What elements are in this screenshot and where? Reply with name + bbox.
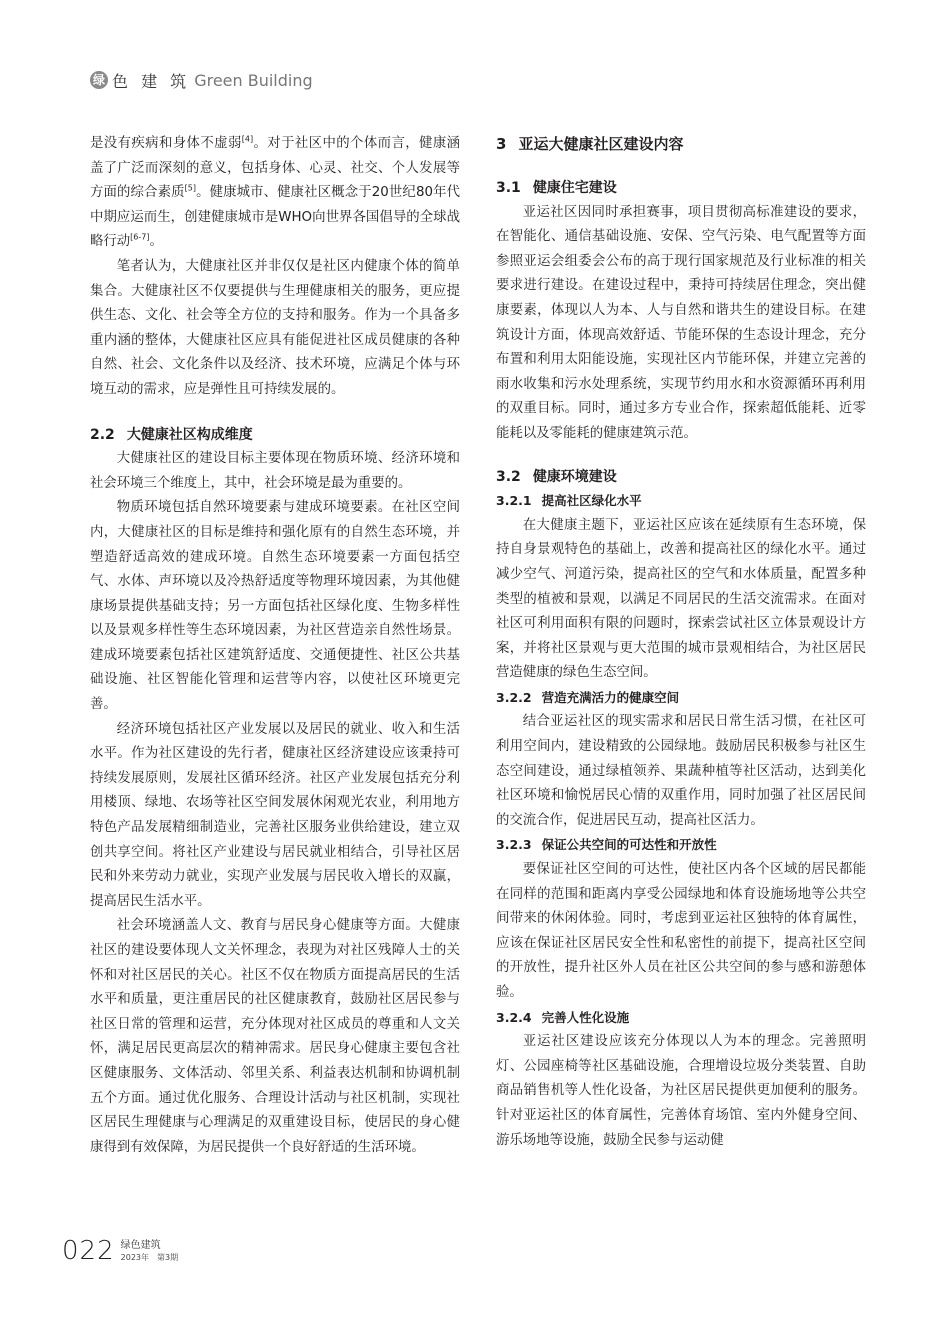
section-heading-3-2-1: 3.2.1 提高社区绿化水平 bbox=[496, 493, 642, 509]
page-footer bbox=[62, 1238, 178, 1264]
paragraph: 物质环境包括自然环境要素与建成环境要素。在社区空间内，大健康社区的目标是维持和强化原有的自然生态环境，并塑造舒适高效的建成环境。自然生态环境要素一方面包括空气、水体、声环境以及冷热舒适度等物理环境因素，为其他健康场景提供基础支持；另一方面包括社区绿化度、生物多样性以及景观多样性等生态环境因素，为社区营造亲自然性场景。建成环境要素包括社区建筑舒适度、交通便捷性、社区公共基础设施、社区智能化管理和运营等内容，以使社区环境更完善。 bbox=[90, 500, 460, 713]
journal-name-cn: 色 建 筑 bbox=[112, 71, 191, 91]
footer-journal-info bbox=[121, 1240, 178, 1264]
section-heading-3-2-4: 3.2.4 完善人性化设施 bbox=[496, 1009, 630, 1025]
paragraph: 社会环境涵盖人文、教育与居民身心健康等方面。大健康社区的建设要体现人文关怀理念，表现为对社区残障人士的关怀和对社区居民的关心。社区不仅在物质方面提高居民的生活水平和质量，更注重居民的社区健康教育，鼓励社区居民参与社区日常的管理和运营，充分体现对社区成员的尊重和人文关怀，满足居民更高层次的精神需求。居民身心健康主要包含社区健康服务、文体活动、邻里关系、利益表达机制和协调机制五个方面。通过优化服务、合理设计活动与社区机制，实现社区居民生理健康与心理满足的双重建设目标，使居民的身心健康得到有效保障，为居民提供一个良好舒适的生活环境。 bbox=[90, 918, 460, 1155]
footer-journal-name: 绿色建筑 bbox=[120, 1240, 161, 1251]
citation: [4] bbox=[241, 134, 254, 144]
section-heading-3-2-3: 3.2.3 保证公共空间的可达性和开放性 bbox=[496, 837, 717, 853]
section-heading-3-2-2: 3.2.2 营造充满活力的健康空间 bbox=[496, 689, 680, 705]
footer-issue: 2023年 第3期 bbox=[120, 1253, 179, 1262]
paragraph: 经济环境包括社区产业发展以及居民的就业、收入和生活水平。作为社区建设的先行者，健康社区经济建设应该秉持可持续发展原则，发展社区循环经济。社区产业发展包括充分利用楼顶、绿地、农场等社区空间发展休闲观光农业，利用地方特色产品发展精细制造业，完善社区服务业供给建设，建立双创共享空间。将社区产业建设与居民就业相结合，引导社区居民和外来劳动力就业，实现产业发展与居民收入增长的双赢，提高居民生活水平。 bbox=[90, 721, 460, 909]
citation: [5] bbox=[184, 183, 196, 193]
paragraph: 要保证社区空间的可达性，使社区内各个区域的居民都能在同样的范围和距离内享受公园绿地和体育设施场地等公共空间带来的休闲体验。同时，考虑到亚运社区独特的体育属性，应该在保证社区居民安全性和私密性的前提下，提高社区空间的开放性，提升社区外人员在社区公共空间的参与感和游憩体验。 bbox=[496, 862, 866, 1000]
paragraph: 是没有疾病和身体不虚弱[4]。对于社区中的个体而言，健康涵盖了广泛而深刻的意义，包括身体、心灵、社交、个人发展等方面的综合素质[5]。健康城市、健康社区概念于20世纪80年代中期应运而生，创建健康城市是WHO向世界各国倡导的全球战略行动[6-7]。 bbox=[90, 134, 461, 250]
paragraph: 大健康社区的建设目标主要体现在物质环境、经济环境和社会环境三个维度上，其中，社会环境是最为重要的。 bbox=[90, 451, 460, 491]
paragraph: 在大健康主题下，亚运社区应该在延续原有生态环境，保持自身景观特色的基础上，改善和提高社区的绿化水平。通过减少空气、河道污染，提高社区的空气和水体质量，配置多种类型的植被和景观，以满足不同居民的生活交流需求。在面对社区可利用面积有限的问题时，探索尝试社区立体景观设计方案，并将社区景观与更大范围的城市景观相结合，为社区居民营造健康的绿色生态空间。 bbox=[496, 517, 866, 681]
section-heading-3-1: 3.1 健康住宅建设 bbox=[496, 180, 617, 196]
paragraph: 结合亚运社区的现实需求和居民日常生活习惯，在社区可利用空间内，建设精致的公园绿地。鼓励居民积极参与社区生态空间建设，通过绿植领养、果蔬种植等社区活动，达到美化社区环境和愉悦居民心情的双重作用，同时加强了社区居民间的交流合作，促进居民互动，提高社区活力。 bbox=[496, 714, 866, 828]
section-heading-3: 3 亚运大健康社区建设内容 bbox=[496, 135, 684, 153]
paragraph: 亚运社区建设应该充分体现以人为本的理念。完善照明灯、公园座椅等社区基础设施，合理增设垃圾分类装置、自助商品销售机等人性化设备，为社区居民提供更加便利的服务。针对亚运社区的体育属性，完善体育场馆、室内外健身空间、游乐场地等设施，鼓励全民参与运动健 bbox=[496, 1034, 866, 1148]
paragraph: 笔者认为，大健康社区并非仅仅是社区内健康个体的简单集合。大健康社区不仅要提供与生理健康相关的服务，更应提供生态、文化、社会等全方位的支持和服务。作为一个具备多重内涵的整体，大健康社区应具有能促进社区成员健康的各种自然、社会、文化条件以及经济、技术环境，应满足个体与环境互动的需求，应是弹性且可持续发展的。 bbox=[90, 258, 460, 397]
citation: [6-7] bbox=[130, 232, 150, 242]
page-number: 022 bbox=[62, 1236, 115, 1266]
running-header bbox=[90, 68, 313, 92]
left-column bbox=[90, 132, 460, 1160]
journal-logo-icon: 绿 bbox=[90, 71, 108, 89]
section-heading-3-2: 3.2 健康环境建设 bbox=[496, 468, 617, 485]
paragraph: 亚运社区因同时承担赛事，项目贯彻高标准建设的要求，在智能化、通信基础设施、安保、空气污染、电气配置等方面参照亚运会组委会公布的高于现行国家规范及行业标准的相关要求进行建设。在建设过程中，秉持可持续居住理念，突出健康要素，体现以人为本、人与自然和谐共生的建设目标。在建筑设计方面，体现高效舒适、节能环保的生态设计理念，充分布置和利用太阳能设施，实现社区内节能环保，并建立完善的雨水收集和污水处理系统，实现节约用水和水资源循环再利用的双重目标。同时，通过多方专业合作，探索超低能耗、近零能耗以及零能耗的健康建筑示范。 bbox=[496, 204, 866, 441]
section-heading-2-2: 2.2 大健康社区构成维度 bbox=[90, 426, 253, 443]
right-column bbox=[496, 132, 866, 1153]
journal-name-en: Green Building bbox=[194, 70, 313, 90]
